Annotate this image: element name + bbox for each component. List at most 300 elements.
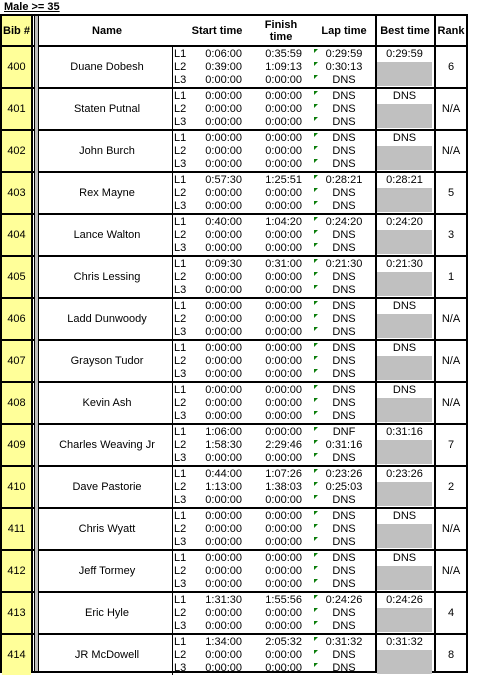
start-time: 0:00:00 — [205, 116, 242, 128]
lap-time: DNS — [332, 158, 356, 170]
table-row — [2, 297, 466, 339]
lap-label: L2 — [174, 355, 187, 367]
best-time: DNS — [392, 552, 417, 564]
racer-name: Kevin Ash — [82, 397, 132, 409]
table-row — [2, 171, 466, 213]
lap-time: DNS — [332, 187, 356, 199]
lap-time: DNS — [332, 649, 356, 661]
lap-time: DNS — [332, 662, 356, 674]
lap-time: DNS — [332, 313, 356, 325]
start-time: 0:00:00 — [205, 271, 242, 283]
lap-time: 0:23:26 — [325, 468, 363, 480]
best-time: 0:23:26 — [386, 468, 423, 480]
finish-time: 0:00:00 — [265, 187, 302, 199]
comment-marker-icon — [314, 495, 318, 499]
best-time: 0:24:20 — [386, 216, 423, 228]
start-time: 0:00:00 — [205, 523, 242, 535]
lap-time: 0:24:26 — [325, 594, 363, 606]
comment-marker-icon — [314, 524, 318, 528]
lap-label: L2 — [174, 607, 187, 619]
start-time: 0:40:00 — [205, 216, 242, 228]
best-time: DNS — [392, 300, 417, 312]
lap-time: DNS — [332, 355, 356, 367]
finish-time: 0:00:00 — [265, 452, 302, 464]
lap-time: DNS — [332, 74, 356, 86]
comment-marker-icon — [314, 343, 318, 347]
comment-marker-icon — [314, 272, 318, 276]
bib-number: 403 — [2, 173, 31, 213]
start-time: 0:00:00 — [205, 187, 242, 199]
comment-marker-icon — [314, 314, 318, 318]
table-row — [2, 45, 466, 87]
bib-number: 409 — [2, 425, 31, 465]
lap-time: DNS — [332, 368, 356, 380]
finish-time: 0:00:00 — [265, 145, 302, 157]
lap-label: L3 — [174, 158, 187, 170]
header-best-time: Best time — [380, 24, 430, 37]
finish-time: 0:00:00 — [265, 523, 302, 535]
finish-time: 0:00:00 — [265, 242, 302, 254]
lap-time: DNS — [332, 132, 356, 144]
lap-time: DNS — [332, 116, 356, 128]
start-time: 0:00:00 — [205, 620, 242, 632]
rank: N/A — [441, 397, 461, 409]
start-time: 0:00:00 — [205, 565, 242, 577]
bib-number: 402 — [2, 131, 31, 171]
start-time: 0:39:00 — [205, 61, 242, 73]
lap-time: DNS — [332, 229, 356, 241]
lap-time: DNS — [332, 300, 356, 312]
best-time-shade — [377, 62, 432, 86]
start-time: 0:00:00 — [205, 452, 242, 464]
lap-label: L2 — [174, 103, 187, 115]
start-time: 0:00:00 — [205, 342, 242, 354]
bib-number: 400 — [2, 47, 31, 87]
start-time: 0:00:00 — [205, 158, 242, 170]
finish-time: 0:00:00 — [265, 326, 302, 338]
comment-marker-icon — [314, 369, 318, 373]
comment-marker-icon — [314, 285, 318, 289]
comment-marker-icon — [314, 453, 318, 457]
finish-time: 0:00:00 — [265, 662, 302, 674]
finish-time: 0:00:00 — [265, 342, 302, 354]
cell-divider — [172, 425, 173, 465]
finish-time: 0:00:00 — [265, 565, 302, 577]
bib-number: 412 — [2, 551, 31, 591]
start-time: 0:00:00 — [205, 284, 242, 296]
finish-time: 0:00:00 — [265, 384, 302, 396]
lap-label: L3 — [174, 200, 187, 212]
comment-marker-icon — [314, 566, 318, 570]
best-time-shade — [377, 314, 432, 338]
column-divider — [434, 16, 436, 671]
racer-name: Lance Walton — [73, 229, 141, 241]
comment-marker-icon — [314, 259, 318, 263]
finish-time: 0:00:00 — [265, 74, 302, 86]
lap-time: DNS — [332, 326, 356, 338]
start-time: 0:00:00 — [205, 132, 242, 144]
best-time: DNS — [392, 384, 417, 396]
start-time: 0:00:00 — [205, 662, 242, 674]
finish-time: 0:00:00 — [265, 158, 302, 170]
start-time: 1:13:00 — [205, 481, 242, 493]
lap-label: L2 — [174, 523, 187, 535]
lap-time: DNS — [332, 510, 356, 522]
lap-label: L3 — [174, 494, 187, 506]
comment-marker-icon — [314, 159, 318, 163]
lap-label: L2 — [174, 271, 187, 283]
finish-time: 0:00:00 — [265, 116, 302, 128]
comment-marker-icon — [314, 243, 318, 247]
start-time: 0:06:00 — [205, 48, 242, 60]
rank: 4 — [447, 607, 455, 619]
comment-marker-icon — [314, 117, 318, 121]
finish-time: 0:00:00 — [265, 103, 302, 115]
lap-time: DNS — [332, 620, 356, 632]
comment-marker-icon — [314, 385, 318, 389]
lap-label: L3 — [174, 452, 187, 464]
start-time: 1:31:30 — [205, 594, 242, 606]
start-time: 1:58:30 — [205, 439, 242, 451]
lap-time: 0:31:32 — [325, 636, 363, 648]
bib-number: 404 — [2, 215, 31, 255]
lap-label: L2 — [174, 565, 187, 577]
finish-time: 1:09:13 — [265, 61, 302, 73]
finish-time: 0:31:00 — [265, 258, 302, 270]
finish-time: 0:00:00 — [265, 649, 302, 661]
comment-marker-icon — [314, 537, 318, 541]
lap-label: L3 — [174, 410, 187, 422]
best-time-shade — [377, 356, 432, 380]
finish-time: 1:07:26 — [265, 468, 302, 480]
lap-label: L1 — [174, 636, 187, 648]
best-time-shade — [377, 272, 432, 296]
lap-time: DNS — [332, 90, 356, 102]
lap-label: L1 — [174, 216, 187, 228]
lap-label: L1 — [174, 342, 187, 354]
rank: 6 — [447, 61, 455, 73]
racer-name: JR McDowell — [74, 649, 140, 661]
racer-name: Ladd Dunwoody — [67, 313, 147, 325]
rank: N/A — [441, 145, 461, 157]
lap-label: L1 — [174, 132, 187, 144]
comment-marker-icon — [314, 75, 318, 79]
lap-time: DNS — [332, 536, 356, 548]
lap-time: DNS — [332, 242, 356, 254]
lap-time: 0:31:16 — [325, 439, 363, 451]
comment-marker-icon — [314, 175, 318, 179]
best-time-shade — [377, 440, 432, 464]
racer-name: Chris Lessing — [73, 271, 141, 283]
comment-marker-icon — [314, 91, 318, 95]
header-name: Name — [92, 24, 122, 37]
comment-marker-icon — [314, 230, 318, 234]
cell-divider — [172, 299, 173, 339]
racer-name: Rex Mayne — [79, 187, 135, 199]
start-time: 0:00:00 — [205, 326, 242, 338]
best-time-shade — [377, 650, 432, 674]
finish-time: 0:00:00 — [265, 552, 302, 564]
bib-number: 406 — [2, 299, 31, 339]
best-time-shade — [377, 146, 432, 170]
best-time-shade — [377, 608, 432, 632]
best-time: 0:28:21 — [386, 174, 423, 186]
racer-name: Eric Hyle — [84, 607, 129, 619]
start-time: 0:00:00 — [205, 510, 242, 522]
start-time: 0:00:00 — [205, 103, 242, 115]
finish-time: 0:00:00 — [265, 578, 302, 590]
lap-label: L2 — [174, 145, 187, 157]
comment-marker-icon — [314, 650, 318, 654]
lap-time: DNS — [332, 523, 356, 535]
lap-label: L2 — [174, 439, 187, 451]
lap-label: L2 — [174, 61, 187, 73]
rank: 5 — [447, 187, 455, 199]
lap-label: L1 — [174, 174, 187, 186]
racer-name: Charles Weaving Jr — [59, 439, 155, 451]
cell-divider — [172, 131, 173, 171]
rank: N/A — [441, 565, 461, 577]
table-row — [2, 465, 466, 507]
comment-marker-icon — [314, 133, 318, 137]
bib-number: 401 — [2, 89, 31, 129]
lap-time: DNS — [332, 284, 356, 296]
rank: 1 — [447, 271, 455, 283]
bib-number: 405 — [2, 257, 31, 297]
rank: N/A — [441, 355, 461, 367]
start-time: 0:00:00 — [205, 649, 242, 661]
finish-time: 0:35:59 — [265, 48, 302, 60]
lap-time: DNS — [332, 384, 356, 396]
finish-time: 0:00:00 — [265, 510, 302, 522]
bib-number: 414 — [2, 635, 31, 675]
best-time: 0:29:59 — [386, 48, 423, 60]
lap-label: L1 — [174, 384, 187, 396]
lap-time: DNS — [332, 607, 356, 619]
start-time: 0:00:00 — [205, 313, 242, 325]
lap-label: L3 — [174, 326, 187, 338]
lap-time: 0:29:59 — [325, 48, 363, 60]
best-time-shade — [377, 482, 432, 506]
comment-marker-icon — [314, 146, 318, 150]
best-time: DNS — [392, 90, 417, 102]
comment-marker-icon — [314, 62, 318, 66]
lap-time: DNS — [332, 145, 356, 157]
lap-time: DNS — [332, 565, 356, 577]
cell-divider — [172, 89, 173, 129]
lap-time: 0:28:21 — [325, 174, 363, 186]
comment-marker-icon — [314, 104, 318, 108]
lap-label: L2 — [174, 313, 187, 325]
finish-time: 0:00:00 — [265, 90, 302, 102]
lap-label: L3 — [174, 578, 187, 590]
comment-marker-icon — [314, 427, 318, 431]
finish-time: 0:00:00 — [265, 229, 302, 241]
lap-time: 0:24:20 — [325, 216, 363, 228]
start-time: 0:00:00 — [205, 410, 242, 422]
bib-number: 410 — [2, 467, 31, 507]
lap-label: L1 — [174, 300, 187, 312]
start-time: 0:00:00 — [205, 552, 242, 564]
start-time: 1:34:00 — [205, 636, 242, 648]
comment-marker-icon — [314, 595, 318, 599]
start-time: 0:00:00 — [205, 578, 242, 590]
rank: 8 — [447, 649, 455, 661]
finish-time: 0:00:00 — [265, 200, 302, 212]
start-time: 0:00:00 — [205, 229, 242, 241]
comment-marker-icon — [314, 301, 318, 305]
table-row — [2, 507, 466, 549]
cell-divider — [172, 551, 173, 591]
best-time-shade — [377, 188, 432, 212]
best-time: 0:31:32 — [386, 636, 423, 648]
lap-time: DNS — [332, 200, 356, 212]
racer-name: Chris Wyatt — [78, 523, 136, 535]
comment-marker-icon — [314, 440, 318, 444]
finish-time: 0:00:00 — [265, 132, 302, 144]
rank: N/A — [441, 103, 461, 115]
finish-time: 1:04:20 — [265, 216, 302, 228]
comment-marker-icon — [314, 217, 318, 221]
header-finish-time: Finish time — [264, 18, 298, 43]
header-start-time: Start time — [191, 24, 243, 37]
best-time-shade — [377, 524, 432, 548]
lap-time: DNS — [332, 397, 356, 409]
best-time: 0:24:26 — [386, 594, 423, 606]
lap-label: L1 — [174, 90, 187, 102]
lap-time: DNF — [332, 426, 356, 438]
lap-time: DNS — [332, 578, 356, 590]
start-time: 0:57:30 — [205, 174, 242, 186]
start-time: 0:00:00 — [205, 494, 242, 506]
start-time: 0:00:00 — [205, 242, 242, 254]
lap-time: DNS — [332, 410, 356, 422]
rank: N/A — [441, 523, 461, 535]
lap-label: L1 — [174, 510, 187, 522]
best-time: 0:31:16 — [386, 426, 423, 438]
bib-number: 411 — [2, 509, 31, 549]
lap-label: L1 — [174, 552, 187, 564]
lap-label: L1 — [174, 426, 187, 438]
lap-label: L1 — [174, 258, 187, 270]
lap-time: 0:21:30 — [325, 258, 363, 270]
finish-time: 0:00:00 — [265, 410, 302, 422]
finish-time: 1:25:51 — [265, 174, 302, 186]
comment-marker-icon — [314, 188, 318, 192]
finish-time: 1:38:03 — [265, 481, 302, 493]
comment-marker-icon — [314, 327, 318, 331]
column-divider-double — [34, 16, 39, 671]
best-time-shade — [377, 230, 432, 254]
finish-time: 0:00:00 — [265, 536, 302, 548]
results-table — [0, 14, 468, 673]
finish-time: 0:00:00 — [265, 368, 302, 380]
best-time-shade — [377, 104, 432, 128]
lap-label: L3 — [174, 368, 187, 380]
finish-time: 0:00:00 — [265, 355, 302, 367]
cell-divider — [172, 383, 173, 423]
sheet-title: Male >= 35 — [4, 1, 60, 13]
bib-number: 408 — [2, 383, 31, 423]
finish-time: 0:00:00 — [265, 284, 302, 296]
lap-label: L2 — [174, 649, 187, 661]
lap-time: DNS — [332, 103, 356, 115]
lap-time: 0:25:03 — [325, 481, 363, 493]
cell-divider — [172, 635, 173, 675]
comment-marker-icon — [314, 511, 318, 515]
best-time-shade — [377, 566, 432, 590]
lap-label: L3 — [174, 284, 187, 296]
racer-name: Grayson Tudor — [70, 355, 144, 367]
comment-marker-icon — [314, 469, 318, 473]
rank: 3 — [447, 229, 455, 241]
lap-label: L3 — [174, 536, 187, 548]
comment-marker-icon — [314, 553, 318, 557]
start-time: 0:44:00 — [205, 468, 242, 480]
table-row — [2, 381, 466, 423]
finish-time: 0:00:00 — [265, 494, 302, 506]
comment-marker-icon — [314, 482, 318, 486]
lap-label: L1 — [174, 48, 187, 60]
finish-time: 0:00:00 — [265, 620, 302, 632]
cell-divider — [172, 257, 173, 297]
start-time: 0:00:00 — [205, 368, 242, 380]
table-row — [2, 591, 466, 633]
start-time: 1:06:00 — [205, 426, 242, 438]
racer-name: John Burch — [79, 145, 135, 157]
start-time: 0:00:00 — [205, 200, 242, 212]
header-rank: Rank — [437, 24, 465, 37]
comment-marker-icon — [314, 411, 318, 415]
comment-marker-icon — [314, 663, 318, 667]
table-row — [2, 87, 466, 129]
finish-time: 0:00:00 — [265, 397, 302, 409]
start-time: 0:09:30 — [205, 258, 242, 270]
finish-time: 0:00:00 — [265, 271, 302, 283]
comment-marker-icon — [314, 398, 318, 402]
best-time: DNS — [392, 132, 417, 144]
cell-divider — [172, 593, 173, 633]
comment-marker-icon — [314, 608, 318, 612]
table-row — [2, 213, 466, 255]
cell-divider — [172, 47, 173, 87]
finish-time: 1:55:56 — [265, 594, 302, 606]
column-divider — [375, 16, 377, 671]
lap-time: DNS — [332, 552, 356, 564]
cell-divider — [172, 341, 173, 381]
table-row — [2, 339, 466, 381]
comment-marker-icon — [314, 637, 318, 641]
comment-marker-icon — [314, 621, 318, 625]
lap-label: L3 — [174, 620, 187, 632]
table-row — [2, 633, 466, 675]
best-time-shade — [377, 398, 432, 422]
racer-name: Duane Dobesh — [70, 61, 144, 73]
lap-label: L2 — [174, 229, 187, 241]
start-time: 0:00:00 — [205, 536, 242, 548]
bib-number: 413 — [2, 593, 31, 633]
header-bib: Bib # — [2, 16, 31, 45]
cell-divider — [172, 215, 173, 255]
best-time: DNS — [392, 342, 417, 354]
start-time: 0:00:00 — [205, 397, 242, 409]
start-time: 0:00:00 — [205, 74, 242, 86]
lap-time: DNS — [332, 271, 356, 283]
table-row — [2, 423, 466, 465]
finish-time: 0:00:00 — [265, 607, 302, 619]
comment-marker-icon — [314, 579, 318, 583]
cell-divider — [172, 173, 173, 213]
